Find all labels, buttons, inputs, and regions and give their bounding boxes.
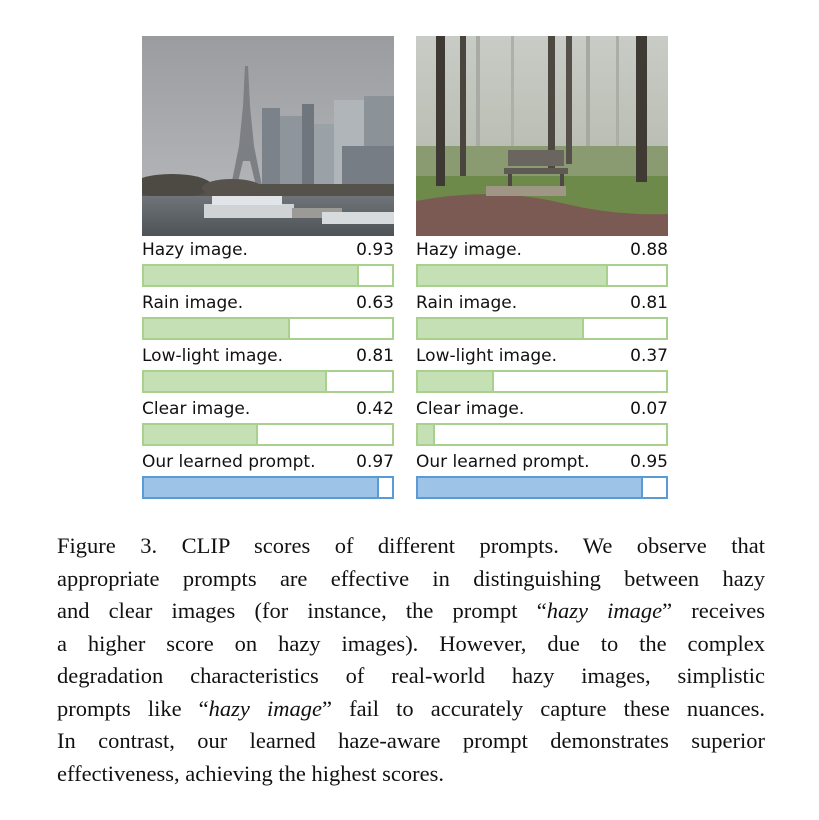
clip-score-value: 0.88 — [630, 240, 668, 260]
score-bar — [416, 317, 668, 340]
caption-text: and clear images (for instance, the prompt “ — [57, 598, 547, 623]
caption-text: prompts like “ — [57, 695, 209, 721]
prompt-label: Rain image. — [142, 293, 244, 313]
caption-text: Figure 3. CLIP scores of different prompts. We observe that — [57, 533, 765, 558]
score-bar-fill — [144, 319, 290, 338]
score-row — [142, 240, 394, 293]
clip-score-value: 0.37 — [630, 346, 668, 366]
score-row — [416, 452, 668, 505]
score-row — [142, 346, 394, 399]
caption-line — [57, 693, 765, 726]
prompt-label: Our learned prompt. — [142, 452, 316, 472]
caption-line — [57, 563, 765, 596]
caption-text: effectiveness, achieving the highest scores. — [57, 760, 444, 786]
prompt-label: Hazy image. — [142, 240, 248, 260]
score-bar-fill — [418, 319, 584, 338]
caption-text: ” fail to accurately capture these nuances. — [322, 695, 765, 721]
prompt-label: Clear image. — [416, 399, 525, 419]
hazy-park-photo — [416, 36, 668, 236]
score-bar-fill — [144, 425, 258, 444]
caption-text: appropriate prompts are effective in distinguishing between hazy — [57, 565, 765, 591]
score-column-city — [142, 240, 394, 505]
clip-score-value: 0.81 — [356, 346, 394, 366]
caption-emphasis: hazy image — [546, 598, 663, 623]
score-row — [142, 399, 394, 452]
score-row — [142, 452, 394, 505]
score-row — [416, 293, 668, 346]
score-bar — [142, 423, 394, 446]
score-bar-fill — [144, 266, 359, 285]
clip-score-value: 0.42 — [356, 399, 394, 419]
caption-emphasis: hazy image — [208, 695, 322, 721]
caption-text: In contrast, our learned haze-aware prompt demonstrates superior — [57, 728, 765, 753]
score-row — [416, 346, 668, 399]
score-row — [142, 293, 394, 346]
score-bar-fill — [144, 372, 327, 391]
clip-score-value: 0.63 — [356, 293, 394, 313]
hazy-city-photo — [142, 36, 394, 236]
caption-text: a higher score on hazy images). However, due to the complex — [57, 630, 765, 656]
score-bar — [416, 370, 668, 393]
caption-line — [57, 725, 765, 758]
score-bar-fill — [144, 478, 379, 497]
score-bar-fill — [418, 372, 494, 391]
clip-score-value: 0.97 — [356, 452, 394, 472]
prompt-label: Clear image. — [142, 399, 251, 419]
score-row — [416, 240, 668, 293]
score-bar — [142, 476, 394, 499]
score-bar-fill — [418, 478, 643, 497]
clip-score-value: 0.93 — [356, 240, 394, 260]
score-bar — [142, 370, 394, 393]
clip-score-value: 0.07 — [630, 399, 668, 419]
caption-text: degradation characteristics of real-world hazy images, simplistic — [57, 663, 765, 688]
score-bar-fill — [418, 266, 608, 285]
caption-line — [57, 595, 765, 628]
score-row — [416, 399, 668, 452]
clip-score-value: 0.95 — [630, 452, 668, 472]
figure-caption — [57, 530, 765, 790]
score-bar-fill — [418, 425, 435, 444]
score-column-park — [416, 240, 668, 505]
prompt-label: Rain image. — [416, 293, 518, 313]
score-bar — [416, 476, 668, 499]
score-bar — [142, 264, 394, 287]
score-bar — [416, 423, 668, 446]
caption-line — [57, 758, 765, 791]
prompt-label: Our learned prompt. — [416, 452, 590, 472]
prompt-label: Low-light image. — [142, 346, 284, 366]
prompt-label: Hazy image. — [416, 240, 522, 260]
caption-text: ” receives — [662, 598, 766, 623]
caption-line — [57, 660, 765, 693]
score-bar — [142, 317, 394, 340]
clip-score-value: 0.81 — [630, 293, 668, 313]
score-bar — [416, 264, 668, 287]
caption-line — [57, 530, 765, 563]
prompt-label: Low-light image. — [416, 346, 558, 366]
caption-line — [57, 628, 765, 661]
